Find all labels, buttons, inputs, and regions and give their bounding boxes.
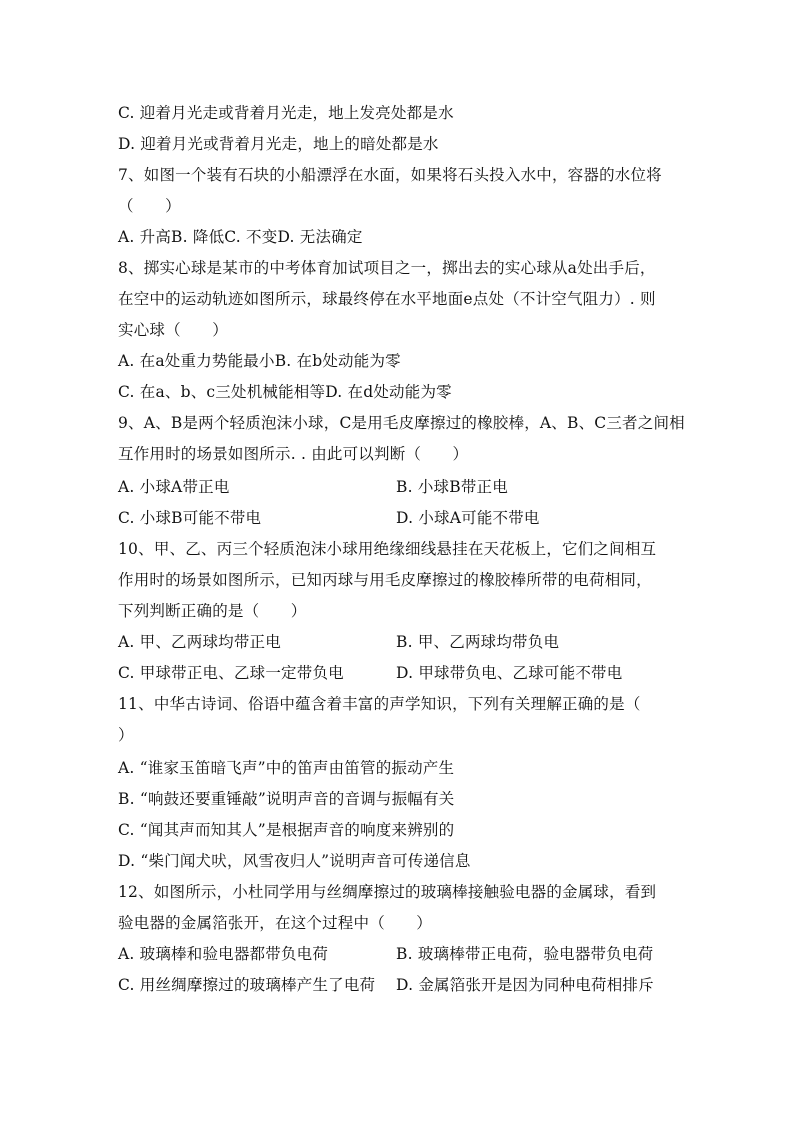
- question-8-stem-1: 8、掷实心球是某市的中考体育加试项目之一，掷出去的实心球从a处出手后，: [118, 259, 656, 277]
- question-12-stem-1: 12、如图所示，小杜同学用与丝绸摩擦过的玻璃棒接触验电器的金属球，看到: [118, 883, 657, 901]
- question-11-option-b: B. “响鼓还要重锤敲”说明声音的音调与振幅有关: [118, 790, 455, 808]
- question-9-stem-1: 9、A、B是两个轻质泡沫小球，C是用毛皮摩擦过的橡胶棒，A、B、C三者之间相: [118, 414, 685, 432]
- question-11-stem-2: ）: [118, 726, 134, 744]
- question-8-options-ab: A. 在a处重力势能最小B. 在b处动能为零: [118, 352, 401, 370]
- question-10-stem-1: 10、甲、乙、丙三个轻质泡沫小球用绝缘细线悬挂在天花板上，它们之间相互: [118, 540, 657, 558]
- question-9-option-b: B. 小球B带正电: [396, 478, 508, 496]
- question-11-option-d: D. “柴门闻犬吠，风雪夜归人”说明声音可传递信息: [118, 852, 471, 870]
- option-6d: D. 迎着月光或背着月光走，地上的暗处都是水: [118, 135, 439, 153]
- question-10-option-a: A. 甲、乙两球均带正电: [118, 633, 281, 651]
- question-10-option-b: B. 甲、乙两球均带负电: [396, 633, 560, 651]
- question-9-stem-2: 互作用时的场景如图所示. . 由此可以判断（ ）: [118, 445, 469, 463]
- question-10-option-c: C. 甲球带正电、乙球一定带负电: [118, 664, 344, 682]
- question-12-option-d: D. 金属箔张开是因为同种电荷相排斥: [396, 976, 654, 994]
- question-7-options: A. 升高B. 降低C. 不变D. 无法确定: [118, 228, 363, 246]
- option-6c: C. 迎着月光走或背着月光走，地上发亮处都是水: [118, 104, 454, 122]
- question-7-stem: 7、如图一个装有石块的小船漂浮在水面，如果将石头投入水中，容器的水位将: [118, 166, 662, 184]
- question-8-stem-3: 实心球（ ）: [118, 321, 228, 339]
- question-9-option-d: D. 小球A可能不带电: [396, 509, 540, 527]
- question-9-option-a: A. 小球A带正电: [118, 478, 230, 496]
- question-8-stem-2: 在空中的运动轨迹如图所示，球最终停在水平地面e点处（不计空气阻力）. 则: [118, 290, 656, 308]
- question-7-blank: （ ）: [118, 197, 181, 215]
- question-11-option-c: C. “闻其声而知其人”是根据声音的响度来辨别的: [118, 821, 455, 839]
- question-12-option-b: B. 玻璃棒带正电荷，验电器带负电荷: [396, 945, 654, 963]
- question-12-option-a: A. 玻璃棒和验电器都带负电荷: [118, 945, 329, 963]
- question-10-option-d: D. 甲球带负电、乙球可能不带电: [396, 664, 623, 682]
- question-10-stem-3: 下列判断正确的是（ ）: [118, 602, 307, 620]
- question-11-option-a: A. “谁家玉笛暗飞声”中的笛声由笛管的振动产生: [118, 759, 455, 777]
- question-12-option-c: C. 用丝绸摩擦过的玻璃棒产生了电荷: [118, 976, 376, 994]
- question-10-stem-2: 作用时的场景如图所示，已知丙球与用毛皮摩擦过的橡胶棒所带的电荷相同，: [118, 571, 652, 589]
- question-8-options-cd: C. 在a、b、c三处机械能相等D. 在d处动能为零: [118, 383, 452, 401]
- question-9-option-c: C. 小球B可能不带电: [118, 509, 262, 527]
- question-12-stem-2: 验电器的金属箔张开，在这个过程中（ ）: [118, 914, 433, 932]
- question-11-stem-1: 11、中华古诗词、俗语中蕴含着丰富的声学知识，下列有关理解正确的是（: [118, 695, 641, 713]
